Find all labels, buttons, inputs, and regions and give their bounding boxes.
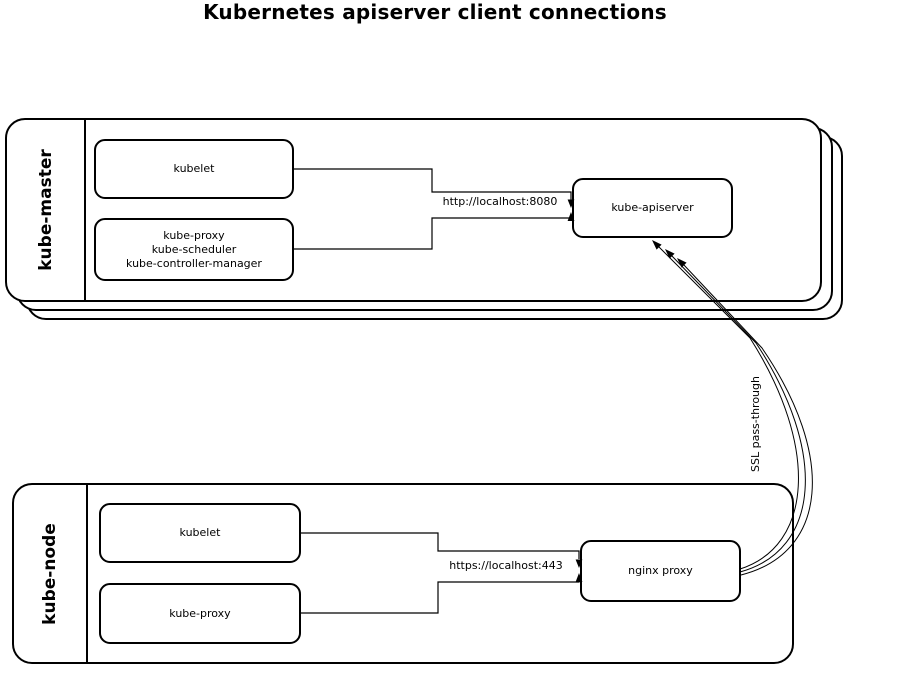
master-control-plane-group-node	[94, 218, 294, 281]
kube-proxy-label: kube-proxy	[163, 228, 225, 242]
master-kubelet-node	[94, 139, 294, 199]
http-edge-label: http://localhost:8080	[442, 195, 558, 208]
kube-node-label-band	[14, 485, 88, 662]
kube-apiserver-label: kube-apiserver	[611, 201, 694, 214]
nginx-proxy-node	[580, 540, 741, 602]
kube-scheduler-label: kube-scheduler	[151, 242, 237, 256]
nginx-proxy-label: nginx proxy	[628, 564, 693, 577]
kube-node-label: kube-node	[40, 522, 60, 625]
diagram-title: Kubernetes apiserver client connections	[203, 0, 667, 24]
kube-master-label: kube-master	[35, 149, 56, 271]
node-kube-proxy-label: kube-proxy	[169, 606, 231, 620]
ssl-passthrough-edge-label: SSL pass-through	[749, 376, 762, 472]
https-edge-label: https://localhost:443	[449, 559, 563, 572]
master-kubelet-label: kubelet	[173, 162, 215, 175]
node-kube-proxy-node	[99, 583, 301, 644]
node-kubelet-node	[99, 503, 301, 563]
kube-apiserver-node	[572, 178, 733, 238]
node-kubelet-label: kubelet	[179, 526, 221, 539]
kube-master-label-band	[7, 120, 86, 300]
kube-controller-manager-label: kube-controller-manager	[126, 256, 262, 270]
